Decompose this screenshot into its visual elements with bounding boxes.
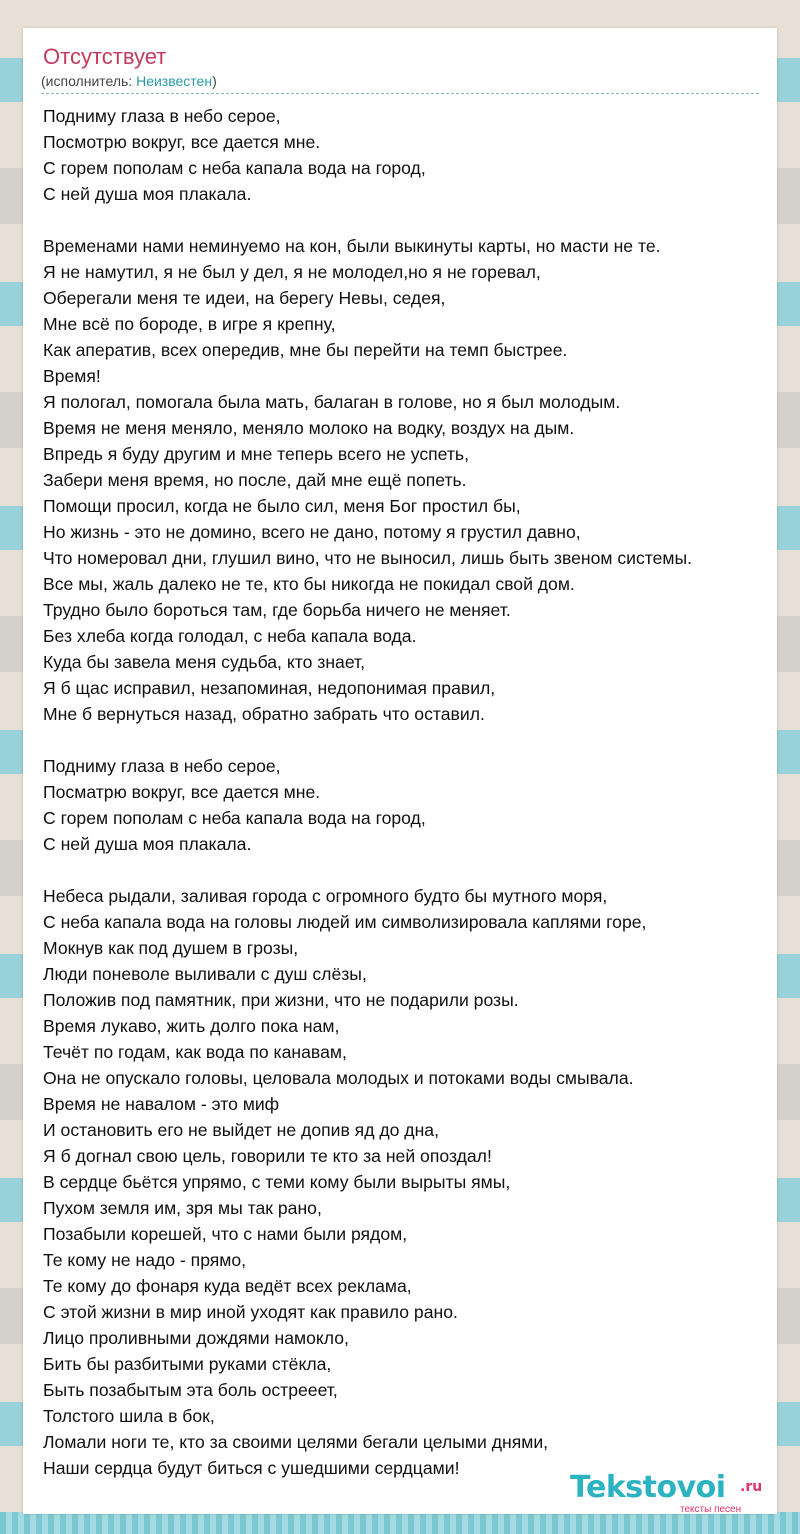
lyric-line: Ломали ноги те, кто за своими целями бегали целыми днями,	[43, 1432, 549, 1452]
lyric-line: Положив под памятник, при жизни, что не подарили розы.	[43, 990, 519, 1010]
lyrics-text	[43, 103, 783, 1481]
lyric-line: Люди поневоле выливали с душ слёзы,	[43, 964, 367, 984]
lyric-line: Я б догнал свою цель, говорили те кто за ней опоздал!	[43, 1146, 492, 1166]
performer-suffix: )	[212, 73, 217, 89]
lyric-line: Время!	[43, 366, 101, 386]
lyric-line: Что номеровал дни, глушил вино, что не выносил, лишь быть звеном системы.	[43, 548, 693, 568]
lyric-line: Посматрю вокруг, все дается мне.	[43, 782, 321, 802]
lyric-line: Позабыли корешей, что с нами были рядом,	[43, 1224, 408, 1244]
lyric-line: Помощи просил, когда не было сил, меня Бог простил бы,	[43, 496, 521, 516]
lyrics-card	[23, 28, 777, 1514]
lyric-line: Лицо проливными дождями намокло,	[43, 1328, 349, 1348]
lyric-line: Но жизнь - это не домино, всего не дано, потому я грустил давно,	[43, 522, 581, 542]
lyric-line: Наши сердца будут биться с ушедшими сердцами!	[43, 1458, 460, 1478]
header-divider	[41, 93, 759, 94]
stanza-break	[43, 207, 783, 233]
lyric-line: Без хлеба когда голодал, с неба капала вода.	[43, 626, 417, 646]
lyric-line: Впредь я буду другим и мне теперь всего не успеть,	[43, 444, 469, 464]
lyric-line: Время лукаво, жить долго пока нам,	[43, 1016, 340, 1036]
performer-line	[41, 72, 217, 90]
lyric-line: Небеса рыдали, заливая города с огромного будто бы мутного моря,	[43, 886, 608, 906]
lyric-line: Трудно было бороться там, где борьба ничего не меняет.	[43, 600, 511, 620]
lyric-line: Мокнув как под душем в грозы,	[43, 938, 299, 958]
lyric-line: Куда бы завела меня судьба, кто знает,	[43, 652, 366, 672]
lyric-line: Оберегали меня те идеи, на берегу Невы, седея,	[43, 288, 446, 308]
stanza-break	[43, 727, 783, 753]
logo-tagline: тексты песен	[680, 1504, 742, 1515]
lyric-line: С горем пополам с неба капала вода на город,	[43, 808, 426, 828]
lyric-line: Время не навалом - это миф	[43, 1094, 280, 1114]
lyric-line: Подниму глаза в небо серое,	[43, 106, 281, 126]
lyric-line: Время не меня меняло, меняло молоко на водку, воздух на дым.	[43, 418, 575, 438]
logo-tld: .ru	[740, 1479, 763, 1495]
lyric-line: Она не опускало головы, целовала молодых и потоками воды смывала.	[43, 1068, 634, 1088]
performer-prefix: (исполнитель:	[41, 73, 137, 89]
lyric-line: Подниму глаза в небо серое,	[43, 756, 281, 776]
lyric-line: С ней душа моя плакала.	[43, 834, 252, 854]
lyric-line: Посмотрю вокруг, все дается мне.	[43, 132, 321, 152]
lyric-line: Пухом земля им, зря мы так рано,	[43, 1198, 322, 1218]
lyric-line: И остановить его не выйдет не допив яд до дна,	[43, 1120, 439, 1140]
lyric-line: Быть позабытым эта боль острееет,	[43, 1380, 338, 1400]
lyric-line: С неба капала вода на головы людей им символизировала каплями горе,	[43, 912, 647, 932]
lyric-line: Бить бы разбитыми руками стёкла,	[43, 1354, 332, 1374]
lyric-line: Я пологал, помогала была мать, балаган в голове, но я был молодым.	[43, 392, 621, 412]
lyric-line: Те кому не надо - прямо,	[43, 1250, 247, 1270]
lyric-line: Я б щас исправил, незапоминая, недопонимая правил,	[43, 678, 496, 698]
lyric-line: Забери меня время, но после, дай мне ещё попеть.	[43, 470, 467, 490]
lyric-line: Все мы, жаль далеко не те, кто бы никогда не покидал свой дом.	[43, 574, 575, 594]
lyric-line: Мне всё по бороде, в игре я крепну,	[43, 314, 336, 334]
lyric-line: Течёт по годам, как вода по канавам,	[43, 1042, 347, 1062]
lyric-line: Те кому до фонаря куда ведёт всех реклама,	[43, 1276, 412, 1296]
logo-brand: Tekstovoi	[570, 1470, 726, 1505]
song-title: Отсутствует	[43, 44, 167, 69]
lyric-line: В сердце бьётся упрямо, с теми кому были вырыты ямы,	[43, 1172, 511, 1192]
lyric-line: Мне б вернуться назад, обратно забрать что оставил.	[43, 704, 485, 724]
site-logo[interactable]	[570, 1470, 780, 1520]
stanza-break	[43, 857, 783, 883]
lyric-line: С горем пополам с неба капала вода на город,	[43, 158, 426, 178]
lyric-line: С ней душа моя плакала.	[43, 184, 252, 204]
lyric-line: Как аператив, всех опередив, мне бы перейти на темп быстрее.	[43, 340, 568, 360]
lyric-line: Я не намутил, я не был у дел, я не молодел,но я не горевал,	[43, 262, 541, 282]
lyric-line: С этой жизни в мир иной уходят как правило рано.	[43, 1302, 458, 1322]
lyric-line: Временами нами неминуемо на кон, были выкинуты карты, но масти не те.	[43, 236, 661, 256]
performer-link[interactable]: Неизвестен	[136, 73, 213, 89]
lyric-line: Толстого шила в бок,	[43, 1406, 215, 1426]
